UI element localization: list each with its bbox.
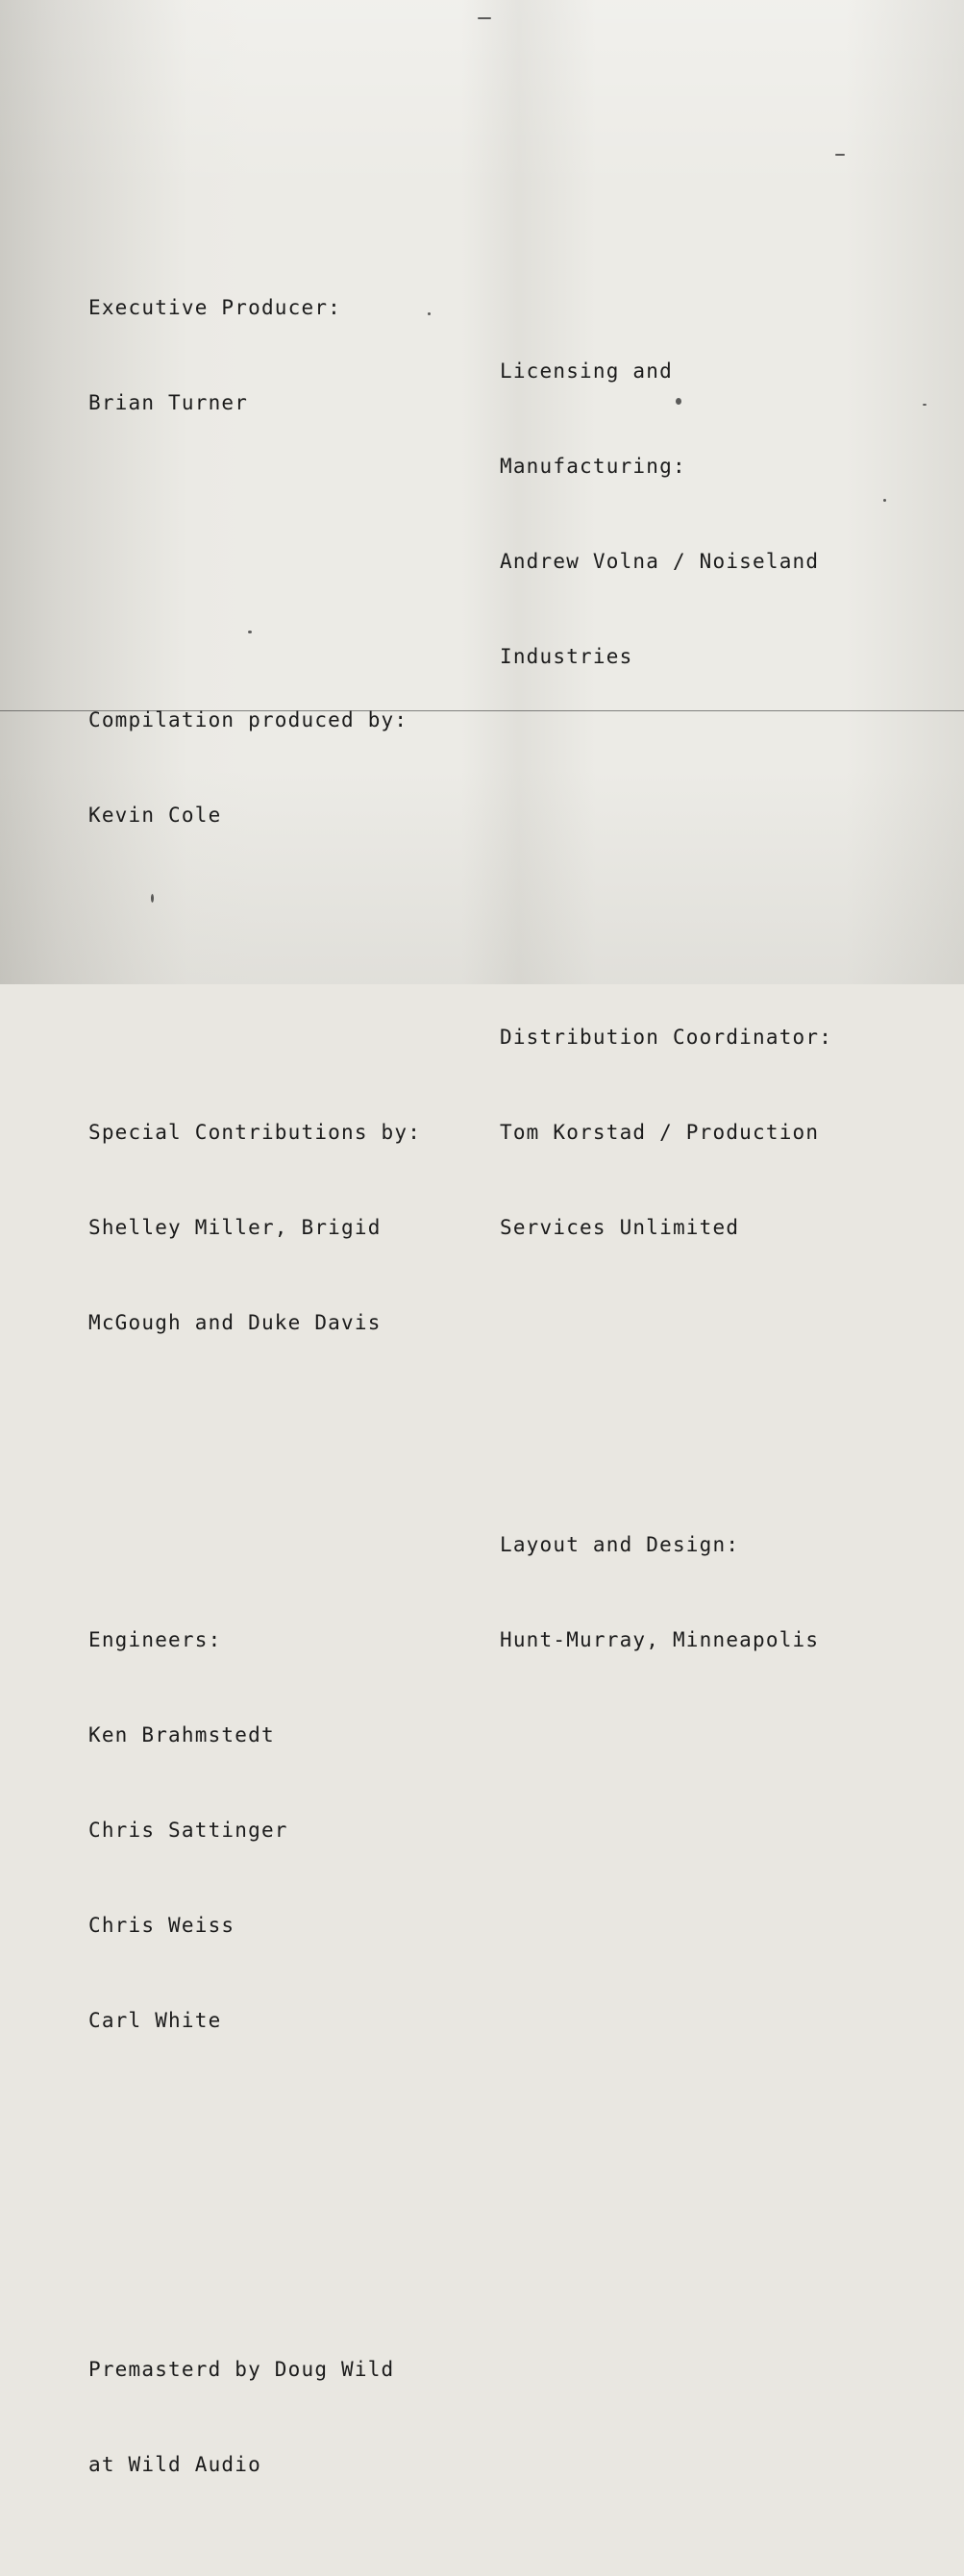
layout-design-heading: Layout and Design: [500, 1533, 740, 1556]
layout-design-name: Hunt-Murray, Minneapolis [500, 1628, 820, 1651]
licensing-name: Industries [500, 645, 633, 668]
premastered-credit [88, 2291, 421, 2544]
premastered-line: at Wild Audio [88, 2453, 261, 2476]
distribution-name: Services Unlimited [500, 1216, 740, 1239]
executive-producer-credit [88, 229, 421, 483]
ink-speck [478, 17, 491, 19]
distribution-credit [500, 958, 832, 1307]
distribution-name: Tom Korstad / Production [500, 1121, 820, 1144]
engineer-name: Chris Sattinger [88, 1819, 288, 1842]
engineers-heading: Engineers: [88, 1628, 222, 1651]
compilation-name: Kevin Cole [88, 804, 222, 827]
left-credits-column [88, 165, 421, 2576]
executive-producer-name: Brian Turner [88, 391, 249, 414]
right-credits-column [500, 229, 832, 1751]
premastered-line: Premasterd by Doug Wild [88, 2358, 395, 2381]
ink-speck [835, 154, 845, 156]
licensing-heading: Manufacturing: [500, 455, 686, 478]
special-contributions-line: McGough and Duke Davis [88, 1311, 382, 1334]
engineers-credit [88, 1561, 421, 2100]
licensing-heading: Licensing and [500, 359, 673, 383]
special-contributions-line: Shelley Miller, Brigid [88, 1216, 382, 1239]
licensing-name: Andrew Volna / Noiseland [500, 550, 820, 573]
compilation-credit [88, 641, 421, 895]
ink-speck [923, 404, 927, 406]
licensing-credit [500, 292, 832, 736]
compilation-heading: Compilation produced by: [88, 708, 408, 731]
engineer-name: Ken Brahmstedt [88, 1723, 275, 1746]
distribution-heading: Distribution Coordinator: [500, 1026, 833, 1049]
executive-producer-heading: Executive Producer: [88, 296, 342, 319]
engineer-name: Chris Weiss [88, 1914, 235, 1937]
engineer-name: Carl White [88, 2009, 222, 2032]
special-contributions-credit [88, 1053, 421, 1402]
layout-design-credit [500, 1466, 832, 1720]
ink-speck [883, 499, 886, 502]
special-contributions-heading: Special Contributions by: [88, 1121, 422, 1144]
ink-speck [428, 312, 431, 315]
